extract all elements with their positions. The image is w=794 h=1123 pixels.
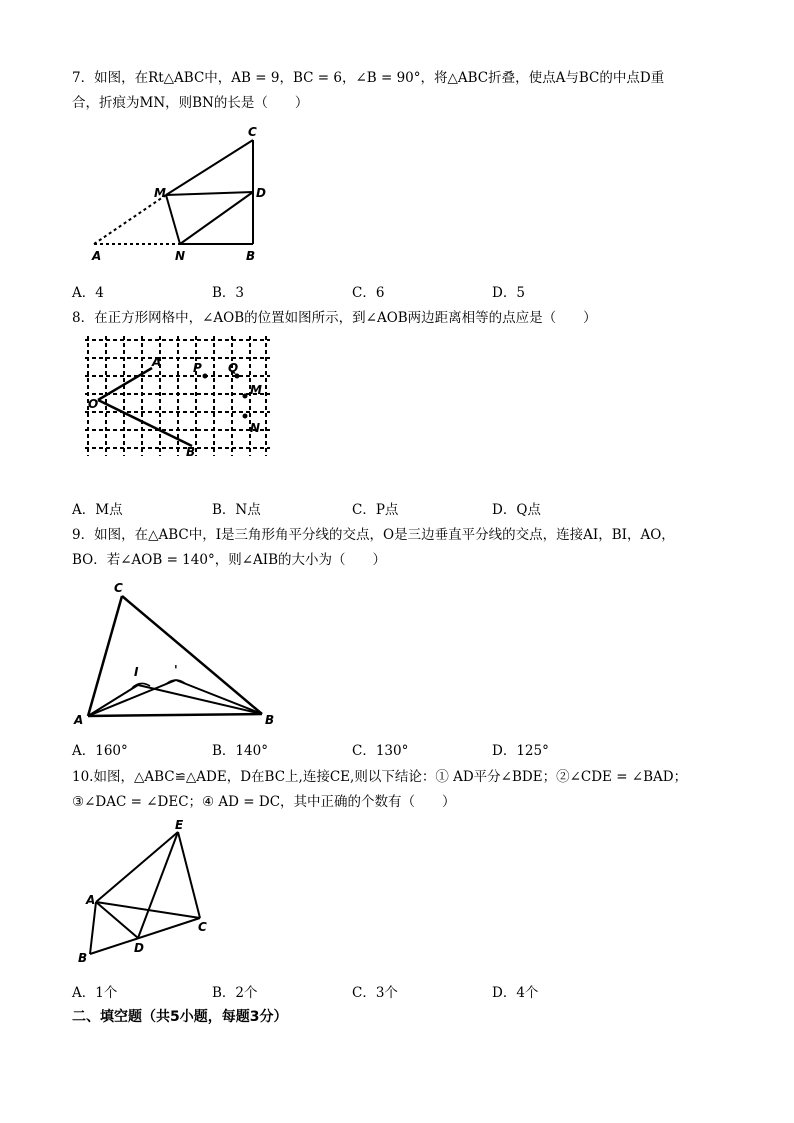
q10-label-a: A [86,893,96,907]
q10-label-b: B [78,951,88,965]
q7-figure [80,122,280,267]
q10-text-line2: ③∠DAC = ∠DEC；④ AD = DC，其中正确的个数有（ ） [72,794,456,810]
q8-label-p: P [193,361,202,375]
q9-option-b[interactable]: B．140° [212,743,268,759]
q10-label-e: E [175,818,184,832]
q8-label-n: N [250,421,261,435]
q8-text-line1: 8．在正方形网格中，∠AOB的位置如图所示，到∠AOB两边距离相等的点应是（ ） [72,310,597,326]
q8-option-b[interactable]: B．N点 [212,502,261,518]
q9-label-c: C [114,581,123,595]
q10-option-d[interactable]: D．4个 [492,985,539,1001]
q9-option-a[interactable]: A．160° [72,743,128,759]
q9-text-line1: 9．如图，在△ABC中，I是三角形角平分线的交点，O是三边垂直平分线的交点，连接AI，BI，AO， [72,527,675,543]
q9-label-b: B [265,713,275,727]
q9-text-line2: BO．若∠AOB = 140°，则∠AIB的大小为（ ） [72,552,387,568]
q7-text-line2: 合，折痕为MN，则BN的长是（ ） [72,95,309,111]
q10-option-c[interactable]: C．3个 [352,985,398,1001]
q9-label-i: I [134,665,139,679]
q8-label-b: B [186,445,196,459]
q8-label-o: O [88,397,99,411]
q10-option-b[interactable]: B．2个 [212,985,258,1001]
q10-text-line1: 10.如图，△ABC≌△ADE，D在BC上,连接CE,则以下结论：① AD平分∠BDE；②∠CDE = ∠BAD； [72,769,688,785]
q7-label-d: D [256,186,266,200]
q9-figure [70,576,285,728]
q10-label-c: C [198,920,207,934]
q8-label-a: A [152,355,162,369]
q7-label-c: C [248,125,257,139]
q9-label-o: ' [174,663,178,677]
q7-label-n: N [175,249,186,263]
q9-label-a: A [74,713,84,727]
q9-option-c[interactable]: C．130° [352,743,409,759]
q7-text-line1: 7．如图，在Rt△ABC中，AB = 9，BC = 6，∠B = 90°，将△ABC折叠，使点A与BC的中点D重 [72,70,665,86]
q8-label-m: M [250,383,262,397]
q8-option-d[interactable]: D．Q点 [492,502,541,518]
q8-option-c[interactable]: C．P点 [352,502,399,518]
q8-label-q: Q [228,361,239,375]
q7-label-b: B [246,249,256,263]
section-heading-fill-in: 二、填空题（共5小题，每题3分） [72,1009,288,1025]
q9-option-d[interactable]: D．125° [492,743,549,759]
q8-figure [80,334,275,464]
q7-label-a: A [92,249,102,263]
q7-option-b[interactable]: B．3 [212,285,245,301]
q7-label-m: M [154,186,166,200]
q10-figure [72,818,222,966]
q8-option-a[interactable]: A．M点 [72,502,123,518]
q10-option-a[interactable]: A．1个 [72,985,118,1001]
q7-option-a[interactable]: A．4 [72,285,104,301]
q10-label-d: D [134,941,144,955]
q7-option-c[interactable]: C．6 [352,285,385,301]
q7-option-d[interactable]: D．5 [492,285,525,301]
